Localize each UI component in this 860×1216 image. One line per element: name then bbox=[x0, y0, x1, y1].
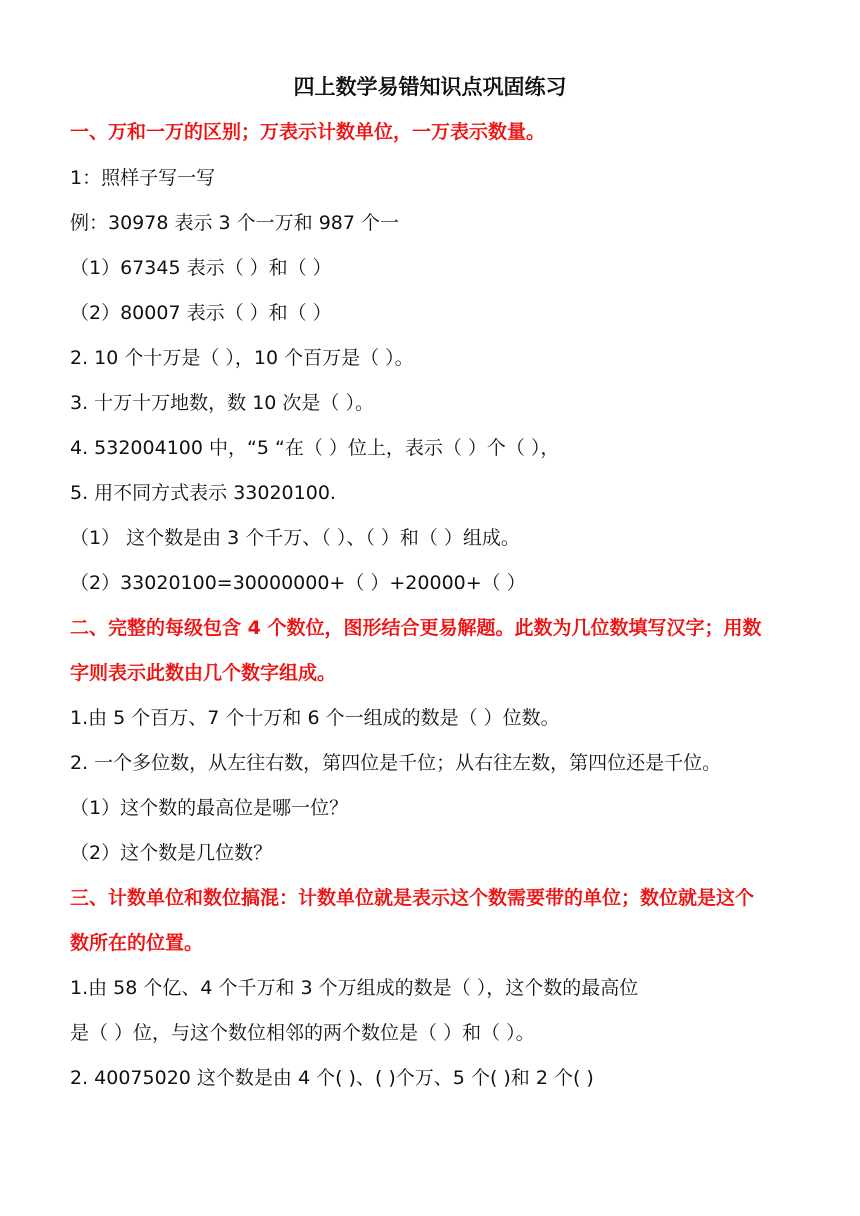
section-1-line-2: 例：30978 表示 3 个一万和 987 个一 bbox=[70, 212, 399, 234]
section-3-heading-line-2: 数所在的位置。 bbox=[70, 932, 204, 954]
section-1-line-10: （2）33020100=30000000+（ ）+20000+（ ） bbox=[70, 572, 526, 594]
section-1-heading: 一、万和一万的区别；万表示计数单位，一万表示数量。 bbox=[70, 121, 546, 143]
section-2-heading-line-1: 二、完整的每级包含 4 个数位，图形结合更易解题。此数为几位数填写汉字；用数 bbox=[70, 617, 762, 639]
section-2-heading-line-2: 字则表示此数由几个数字组成。 bbox=[70, 662, 337, 684]
section-1-line-6: 3. 十万十万地数，数 10 次是（ ）。 bbox=[70, 392, 374, 414]
section-2-line-1: 1.由 5 个百万、7 个十万和 6 个一组成的数是（ ）位数。 bbox=[70, 707, 560, 729]
section-2-line-4: （2）这个数是几位数？ bbox=[70, 842, 273, 864]
section-3-heading-line-1: 三、计数单位和数位搞混：计数单位就是表示这个数需要带的单位；数位就是这个 bbox=[70, 887, 755, 909]
section-3-line-2: 是（ ）位，与这个数位相邻的两个数位是（ ）和（ ）。 bbox=[70, 1022, 535, 1044]
section-1-line-9: （1） 这个数是由 3 个千万、（ ）、（ ）和（ ）组成。 bbox=[70, 527, 520, 549]
section-1-line-3: （1）67345 表示（ ）和（ ） bbox=[70, 257, 332, 279]
section-1-line-4: （2）80007 表示（ ）和（ ） bbox=[70, 302, 332, 324]
section-1-line-1: 1：照样子写一写 bbox=[70, 167, 216, 189]
section-1-line-8: 5. 用不同方式表示 33020100. bbox=[70, 482, 336, 504]
section-3-line-3: 2. 40075020 这个数是由 4 个( )、( )个万、5 个( )和 2 个( ) bbox=[70, 1067, 594, 1089]
section-2-line-3: （1）这个数的最高位是哪一位？ bbox=[70, 797, 349, 819]
section-1-line-5: 2. 10 个十万是（ ），10 个百万是（ ）。 bbox=[70, 347, 414, 369]
section-3-line-1: 1.由 58 个亿、4 个千万和 3 个万组成的数是（ ），这个数的最高位 bbox=[70, 977, 639, 999]
page-title: 四上数学易错知识点巩固练习 bbox=[293, 75, 567, 99]
section-2-line-2: 2. 一个多位数，从左往右数，第四位是千位；从右往左数，第四位还是千位。 bbox=[70, 752, 722, 774]
section-1-line-7: 4. 532004100 中，“5 “在（ ）位上，表示（ ）个（ ）， bbox=[70, 437, 560, 459]
